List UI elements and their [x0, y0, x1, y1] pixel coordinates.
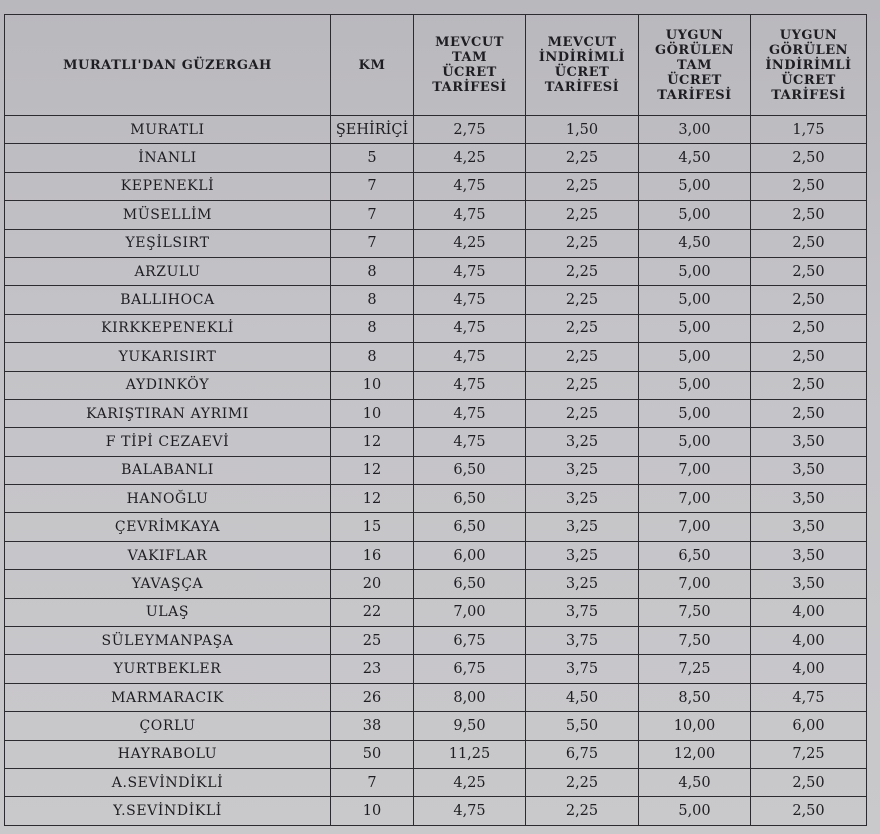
proposed-discount-cell: 2,50 [751, 399, 867, 427]
proposed-discount-cell: 3,50 [751, 485, 867, 513]
header-line: MEVCUT [435, 35, 504, 50]
current-discount-cell: 2,25 [526, 371, 639, 399]
proposed-full-cell: 7,00 [639, 456, 751, 484]
current-discount-cell: 3,75 [526, 598, 639, 626]
current-full-cell: 4,75 [414, 314, 526, 342]
current-full-cell: 4,75 [414, 371, 526, 399]
proposed-discount-cell: 2,50 [751, 172, 867, 200]
route-cell: ÇEVRİMKAYA [5, 513, 331, 541]
fare-table [4, 14, 867, 826]
table-row [5, 485, 867, 513]
header-line: TAM [677, 57, 712, 73]
table-row [5, 144, 867, 172]
proposed-discount-cell: 2,50 [751, 797, 867, 825]
header-line: GÖRÜLEN [655, 42, 734, 58]
header-line: KM [358, 57, 386, 73]
header-current-full [414, 15, 526, 116]
current-discount-cell: 4,50 [526, 683, 639, 711]
current-discount-cell: 2,25 [526, 768, 639, 796]
route-cell: YUKARISIRT [5, 343, 331, 371]
proposed-full-cell: 12,00 [639, 740, 751, 768]
current-full-cell: 6,00 [414, 541, 526, 569]
km-cell: 12 [331, 485, 414, 513]
current-full-cell: 4,75 [414, 399, 526, 427]
proposed-full-cell: 5,00 [639, 286, 751, 314]
route-cell: YEŞİLSIRT [5, 229, 331, 257]
header-line: MEVCUT [547, 35, 617, 50]
route-cell: A.SEVİNDİKLİ [5, 768, 331, 796]
route-cell: YAVAŞÇA [5, 570, 331, 598]
route-cell: MURATLI [5, 116, 331, 144]
proposed-full-cell: 6,50 [639, 541, 751, 569]
current-discount-cell: 3,25 [526, 428, 639, 456]
route-cell: SÜLEYMANPAŞA [5, 627, 331, 655]
current-full-cell: 8,00 [414, 683, 526, 711]
proposed-discount-cell: 2,50 [751, 314, 867, 342]
proposed-full-cell: 5,00 [639, 797, 751, 825]
proposed-discount-cell: 4,75 [751, 683, 867, 711]
proposed-discount-cell: 4,00 [751, 655, 867, 683]
route-cell: BALABANLI [5, 456, 331, 484]
km-cell: 7 [331, 201, 414, 229]
proposed-discount-cell: 2,50 [751, 201, 867, 229]
route-cell: KIRKKEPENEKLİ [5, 314, 331, 342]
current-discount-cell: 3,75 [526, 655, 639, 683]
km-cell: 26 [331, 683, 414, 711]
table-row [5, 627, 867, 655]
current-full-cell: 4,75 [414, 428, 526, 456]
km-cell: 12 [331, 456, 414, 484]
header-km [331, 15, 414, 116]
table-row [5, 286, 867, 314]
current-discount-cell: 2,25 [526, 314, 639, 342]
km-cell: 25 [331, 627, 414, 655]
header-line: MURATLI'DAN GÜZERGAH [63, 57, 272, 73]
proposed-discount-cell: 4,00 [751, 598, 867, 626]
header-line: UYGUN [779, 27, 838, 43]
current-full-cell: 4,75 [414, 201, 526, 229]
current-full-cell: 4,25 [414, 229, 526, 257]
proposed-full-cell: 7,00 [639, 513, 751, 541]
km-cell: 20 [331, 570, 414, 598]
proposed-discount-cell: 2,50 [751, 229, 867, 257]
proposed-discount-cell: 3,50 [751, 570, 867, 598]
current-discount-cell: 5,50 [526, 712, 639, 740]
proposed-full-cell: 5,00 [639, 314, 751, 342]
header-line: TARİFESİ [432, 80, 507, 95]
km-cell: 5 [331, 144, 414, 172]
table-row [5, 797, 867, 825]
current-discount-cell: 3,25 [526, 456, 639, 484]
proposed-full-cell: 5,00 [639, 257, 751, 285]
table-row [5, 172, 867, 200]
km-cell: 7 [331, 229, 414, 257]
proposed-discount-cell: 2,50 [751, 343, 867, 371]
header-line: İNDİRİMLİ [765, 57, 852, 73]
proposed-discount-cell: 4,00 [751, 627, 867, 655]
km-cell: 7 [331, 768, 414, 796]
table-row [5, 399, 867, 427]
route-cell: MÜSELLİM [5, 201, 331, 229]
route-cell: BALLIHOCA [5, 286, 331, 314]
current-discount-cell: 3,25 [526, 485, 639, 513]
km-cell: 10 [331, 371, 414, 399]
current-full-cell: 2,75 [414, 116, 526, 144]
table-row [5, 116, 867, 144]
current-full-cell: 6,50 [414, 485, 526, 513]
header-line: TARİFESİ [544, 80, 620, 95]
header-line: TARİFESİ [771, 87, 846, 103]
route-cell: KARIŞTIRAN AYRIMI [5, 399, 331, 427]
header-line: UYGUN [665, 27, 724, 43]
km-cell: 16 [331, 541, 414, 569]
current-full-cell: 7,00 [414, 598, 526, 626]
current-full-cell: 4,75 [414, 257, 526, 285]
current-discount-cell: 2,25 [526, 172, 639, 200]
route-cell: HANOĞLU [5, 485, 331, 513]
proposed-discount-cell: 2,50 [751, 257, 867, 285]
current-discount-cell: 2,25 [526, 797, 639, 825]
header-proposed-discount [751, 15, 867, 116]
current-full-cell: 6,50 [414, 456, 526, 484]
table-row [5, 712, 867, 740]
km-cell: 10 [331, 797, 414, 825]
proposed-discount-cell: 3,50 [751, 456, 867, 484]
table-row [5, 541, 867, 569]
current-full-cell: 11,25 [414, 740, 526, 768]
header-line: ÜCRET [554, 65, 610, 80]
table-row [5, 343, 867, 371]
km-cell: 15 [331, 513, 414, 541]
proposed-discount-cell: 2,50 [751, 144, 867, 172]
proposed-full-cell: 7,00 [639, 485, 751, 513]
header-line: GÖRÜLEN [769, 42, 848, 58]
route-cell: İNANLI [5, 144, 331, 172]
current-discount-cell: 6,75 [526, 740, 639, 768]
proposed-full-cell: 7,50 [639, 598, 751, 626]
table-row [5, 201, 867, 229]
route-cell: ULAŞ [5, 598, 331, 626]
proposed-full-cell: 5,00 [639, 201, 751, 229]
proposed-full-cell: 7,00 [639, 570, 751, 598]
route-cell: MARMARACIK [5, 683, 331, 711]
route-cell: F TİPİ CEZAEVİ [5, 428, 331, 456]
table-row [5, 768, 867, 796]
km-cell: 38 [331, 712, 414, 740]
km-cell: 8 [331, 314, 414, 342]
current-full-cell: 6,75 [414, 655, 526, 683]
header-row [5, 15, 867, 116]
km-cell: 10 [331, 399, 414, 427]
route-cell: YURTBEKLER [5, 655, 331, 683]
current-discount-cell: 2,25 [526, 201, 639, 229]
table-row [5, 598, 867, 626]
header-proposed-full [639, 15, 751, 116]
route-cell: AYDINKÖY [5, 371, 331, 399]
proposed-full-cell: 5,00 [639, 428, 751, 456]
proposed-full-cell: 4,50 [639, 768, 751, 796]
current-full-cell: 4,25 [414, 144, 526, 172]
route-cell: ÇORLU [5, 712, 331, 740]
current-discount-cell: 2,25 [526, 343, 639, 371]
current-full-cell: 6,50 [414, 570, 526, 598]
proposed-discount-cell: 6,00 [751, 712, 867, 740]
table-row [5, 257, 867, 285]
proposed-full-cell: 3,00 [639, 116, 751, 144]
table-row [5, 570, 867, 598]
proposed-discount-cell: 2,50 [751, 286, 867, 314]
proposed-full-cell: 7,50 [639, 627, 751, 655]
route-cell: VAKIFLAR [5, 541, 331, 569]
route-cell: KEPENEKLİ [5, 172, 331, 200]
route-cell: ARZULU [5, 257, 331, 285]
proposed-discount-cell: 1,75 [751, 116, 867, 144]
table-row [5, 456, 867, 484]
current-discount-cell: 2,25 [526, 286, 639, 314]
header-line: ÜCRET [781, 72, 836, 88]
current-full-cell: 4,75 [414, 797, 526, 825]
proposed-discount-cell: 7,25 [751, 740, 867, 768]
proposed-full-cell: 8,50 [639, 683, 751, 711]
current-discount-cell: 3,25 [526, 570, 639, 598]
header-line: ÜCRET [667, 72, 722, 88]
header-route [5, 15, 331, 116]
table-body [5, 116, 867, 826]
table-row [5, 428, 867, 456]
km-cell: 22 [331, 598, 414, 626]
current-full-cell: 4,75 [414, 172, 526, 200]
current-discount-cell: 3,75 [526, 627, 639, 655]
current-discount-cell: 2,25 [526, 229, 639, 257]
header-line: TAM [452, 50, 487, 65]
current-full-cell: 9,50 [414, 712, 526, 740]
proposed-full-cell: 5,00 [639, 399, 751, 427]
table-row [5, 513, 867, 541]
proposed-discount-cell: 2,50 [751, 371, 867, 399]
route-cell: Y.SEVİNDİKLİ [5, 797, 331, 825]
km-cell: ŞEHİRİÇİ [331, 116, 414, 144]
proposed-full-cell: 4,50 [639, 144, 751, 172]
table-row [5, 740, 867, 768]
table-row [5, 683, 867, 711]
current-full-cell: 6,50 [414, 513, 526, 541]
km-cell: 7 [331, 172, 414, 200]
table-row [5, 371, 867, 399]
current-discount-cell: 1,50 [526, 116, 639, 144]
proposed-full-cell: 5,00 [639, 172, 751, 200]
current-full-cell: 4,25 [414, 768, 526, 796]
proposed-full-cell: 10,00 [639, 712, 751, 740]
current-discount-cell: 2,25 [526, 144, 639, 172]
km-cell: 12 [331, 428, 414, 456]
km-cell: 8 [331, 257, 414, 285]
header-current-discount [526, 15, 639, 116]
table-row [5, 314, 867, 342]
current-full-cell: 4,75 [414, 343, 526, 371]
proposed-discount-cell: 2,50 [751, 768, 867, 796]
current-discount-cell: 3,25 [526, 513, 639, 541]
proposed-discount-cell: 3,50 [751, 428, 867, 456]
km-cell: 50 [331, 740, 414, 768]
km-cell: 23 [331, 655, 414, 683]
table-row [5, 229, 867, 257]
current-full-cell: 4,75 [414, 286, 526, 314]
proposed-full-cell: 5,00 [639, 343, 751, 371]
current-discount-cell: 2,25 [526, 399, 639, 427]
header-line: İNDİRİMLİ [538, 50, 626, 65]
km-cell: 8 [331, 286, 414, 314]
table-row [5, 655, 867, 683]
current-discount-cell: 2,25 [526, 257, 639, 285]
current-discount-cell: 3,25 [526, 541, 639, 569]
proposed-full-cell: 5,00 [639, 371, 751, 399]
current-full-cell: 6,75 [414, 627, 526, 655]
proposed-full-cell: 7,25 [639, 655, 751, 683]
proposed-discount-cell: 3,50 [751, 541, 867, 569]
proposed-full-cell: 4,50 [639, 229, 751, 257]
km-cell: 8 [331, 343, 414, 371]
proposed-discount-cell: 3,50 [751, 513, 867, 541]
header-line: ÜCRET [442, 65, 497, 80]
header-line: TARİFESİ [657, 87, 732, 103]
route-cell: HAYRABOLU [5, 740, 331, 768]
